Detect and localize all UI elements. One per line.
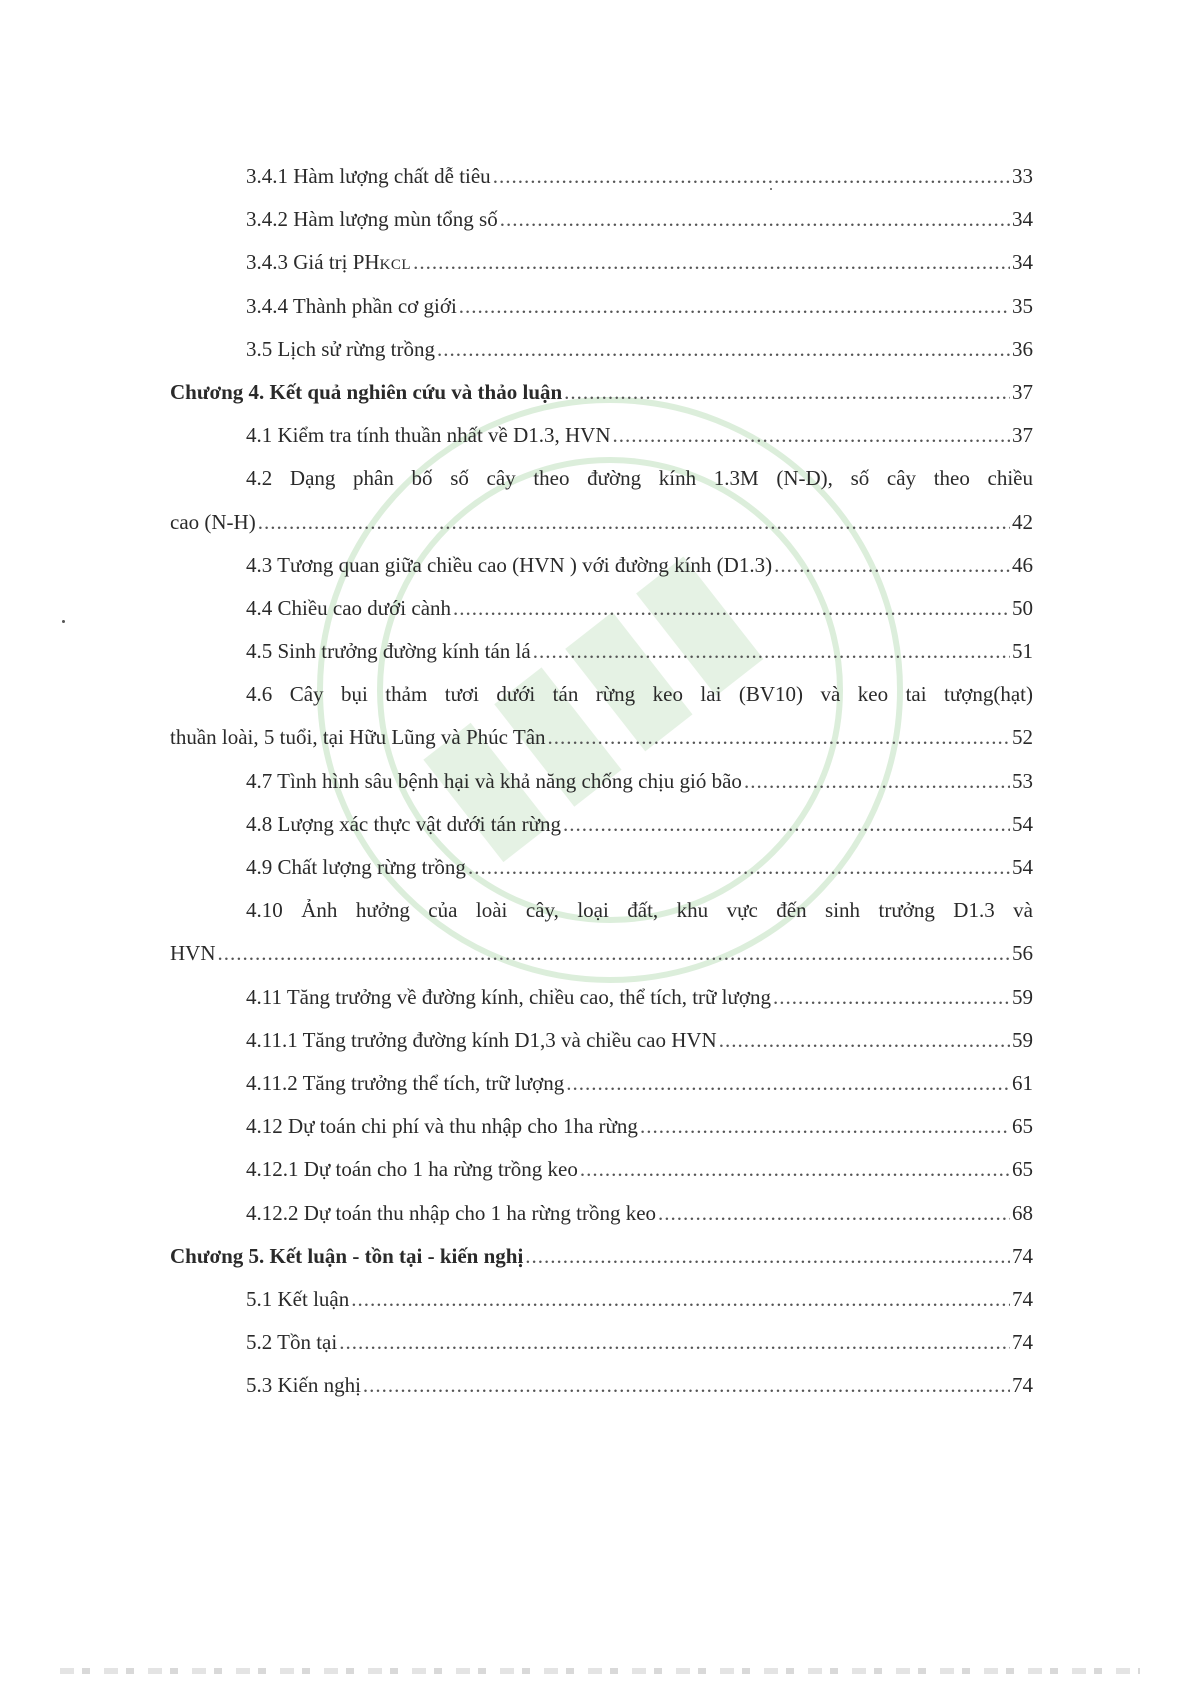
dot-leader [564,371,1010,414]
toc-entry [170,803,1033,846]
toc-entry [170,1105,1033,1148]
toc-entry [170,1062,1033,1105]
dot-leader [525,1235,1010,1278]
toc-entry-label-line1: 4.2 Dạng phân bố số cây theo đường kính 1.3M (N-D), số cây theo chiều [246,466,1033,491]
dot-leader [580,1148,1010,1191]
toc-entry [170,760,1033,803]
toc-entry [170,155,1033,198]
toc-entry-label-line2: HVN [170,941,216,966]
toc-entry [170,328,1033,371]
toc-entry-page: 68 [1012,1200,1033,1225]
toc-entry-label-prefix: 3.4.3 Giá trị PH [246,250,380,275]
toc-entry-page: 37 [1012,423,1033,448]
dot-leader [640,1105,1010,1148]
table-of-contents [170,155,1033,1408]
toc-entry-label: 3.4.2 Hàm lượng mùn tổng số [246,207,498,232]
toc-entry-label: 5.1 Kết luận [246,1286,350,1311]
toc-entry-label: 3.4.1 Hàm lượng chất dễ tiêu [246,164,491,188]
toc-entry-label: 4.12.2 Dự toán thu nhập cho 1 ha rừng trồng keo [246,1200,657,1225]
toc-entry-page: 74 [1012,1330,1033,1355]
toc-entry-page: 59 [1012,984,1033,1009]
dot-leader [566,1062,1010,1105]
toc-entry-page: 46 [1012,552,1033,577]
dot-leader [363,1364,1010,1407]
dot-leader [258,501,1010,544]
toc-entry-label: 4.7 Tình hình sâu bệnh hại và khả năng chống chịu gió bão [246,768,742,793]
toc-entry [170,1192,1033,1235]
toc-entry-label-line1: 4.6 Cây bụi thảm tươi dưới tán rừng keo lai (BV10) và keo tai tượng(hạt) [246,682,1033,707]
toc-entry [170,976,1033,1019]
toc-entry-page: 42 [1012,509,1033,534]
toc-entry [170,285,1033,328]
dot-leader [437,328,1010,371]
dot-leader [613,414,1010,457]
toc-entry-label: 3.4.4 Thành phần cơ giới [246,293,457,318]
toc-entry-page: 54 [1012,855,1033,880]
toc-entry-page: 34 [1012,207,1033,232]
toc-entry [170,198,1033,241]
dot-leader [459,285,1010,328]
toc-chapter-entry [170,371,1033,414]
toc-entry-page: 61 [1012,1071,1033,1096]
toc-entry-label: 4.5 Sinh trưởng đường kính tán lá [246,639,531,664]
toc-chapter-label: Chương 5. Kết luận - tồn tại - kiến nghị [170,1243,524,1268]
toc-entry [170,889,1033,975]
toc-entry-label: 4.9 Chất lượng rừng trồng [246,855,466,880]
toc-entry-label: 4.11 Tăng trưởng về đường kính, chiều cao, thể tích, trữ lượng [246,984,771,1009]
dot-leader [548,716,1010,759]
toc-entry-label [246,241,411,287]
toc-entry-label-line1: 4.10 Ảnh hưởng của loài cây, loại đất, khu vực đến sinh trưởng D1.3 và [246,898,1033,923]
toc-entry-page: 54 [1012,811,1033,836]
toc-entry-page: 59 [1012,1027,1033,1052]
toc-entry-page: 33 [1012,164,1033,188]
toc-entry-label-subscript: KCL [379,257,412,274]
dot-leader [413,241,1010,284]
scan-footer-noise [60,1668,1140,1674]
dot-leader [339,1321,1010,1364]
dot-leader [493,155,1010,198]
toc-entry [170,1321,1033,1364]
toc-entry [170,587,1033,630]
toc-entry-label: 3.5 Lịch sử rừng trồng [246,336,435,361]
toc-entry [170,1278,1033,1321]
toc-entry-page: 65 [1012,1114,1033,1139]
toc-entry [170,1019,1033,1062]
toc-entry-page: 37 [1012,379,1033,404]
toc-entry-page: 35 [1012,293,1033,318]
dot-leader [658,1192,1010,1235]
toc-entry-page: 74 [1012,1243,1033,1268]
toc-entry-page: 51 [1012,639,1033,664]
toc-entry-label: 4.4 Chiều cao dưới cành [246,595,452,620]
toc-entry [170,1148,1033,1191]
dot-leader [453,587,1010,630]
dot-leader [533,630,1010,673]
toc-entry-label-line2: cao (N-H) [170,509,256,534]
toc-entry-label: 5.2 Tồn tại [246,1330,338,1355]
toc-entry-page: 74 [1012,1286,1033,1311]
toc-entry-page: 74 [1012,1373,1033,1398]
toc-chapter-label: Chương 4. Kết quả nghiên cứu và thảo luận [170,379,563,404]
toc-entry-label: 4.11.2 Tăng trưởng thể tích, trữ lượng [246,1071,565,1096]
toc-entry-label: 4.1 Kiểm tra tính thuần nhất về D1.3, HVN [246,423,611,448]
toc-entry-label-line2: thuần loài, 5 tuổi, tại Hữu Lũng và Phúc Tân [170,725,546,750]
toc-entry-page: 36 [1012,336,1033,361]
toc-entry-page: 65 [1012,1157,1033,1182]
toc-entry [170,414,1033,457]
scan-speck [62,620,65,623]
toc-entry-page: 50 [1012,595,1033,620]
toc-entry [170,673,1033,759]
dot-leader [500,198,1010,241]
toc-entry [170,241,1033,284]
dot-leader [563,803,1010,846]
toc-entry-label: 4.11.1 Tăng trưởng đường kính D1,3 và chiều cao HVN [246,1027,717,1052]
dot-leader [719,1019,1010,1062]
toc-entry-page: 34 [1012,250,1033,275]
toc-entry-label: 4.12 Dự toán chi phí và thu nhập cho 1ha rừng [246,1114,638,1139]
toc-entry-page: 53 [1012,768,1033,793]
toc-entry-label: 4.12.1 Dự toán cho 1 ha rừng trồng keo [246,1157,578,1182]
toc-chapter-entry [170,1235,1033,1278]
toc-entry [170,846,1033,889]
dot-leader [218,932,1011,975]
dot-leader [744,760,1010,803]
toc-entry-label: 5.3 Kiến nghị [246,1373,361,1398]
dot-leader [468,846,1010,889]
dot-leader [774,544,1010,587]
toc-entry [170,544,1033,587]
toc-entry-label: 4.3 Tương quan giữa chiều cao (HVN ) với đường kính (D1.3) [246,552,773,577]
toc-entry-page: 52 [1012,725,1033,750]
toc-entry [170,630,1033,673]
toc-entry [170,1364,1033,1407]
dot-leader [773,976,1010,1019]
toc-entry [170,457,1033,543]
toc-entry-label: 4.8 Lượng xác thực vật dưới tán rừng [246,811,561,836]
dot-leader [351,1278,1010,1321]
toc-entry-page: 56 [1012,941,1033,966]
